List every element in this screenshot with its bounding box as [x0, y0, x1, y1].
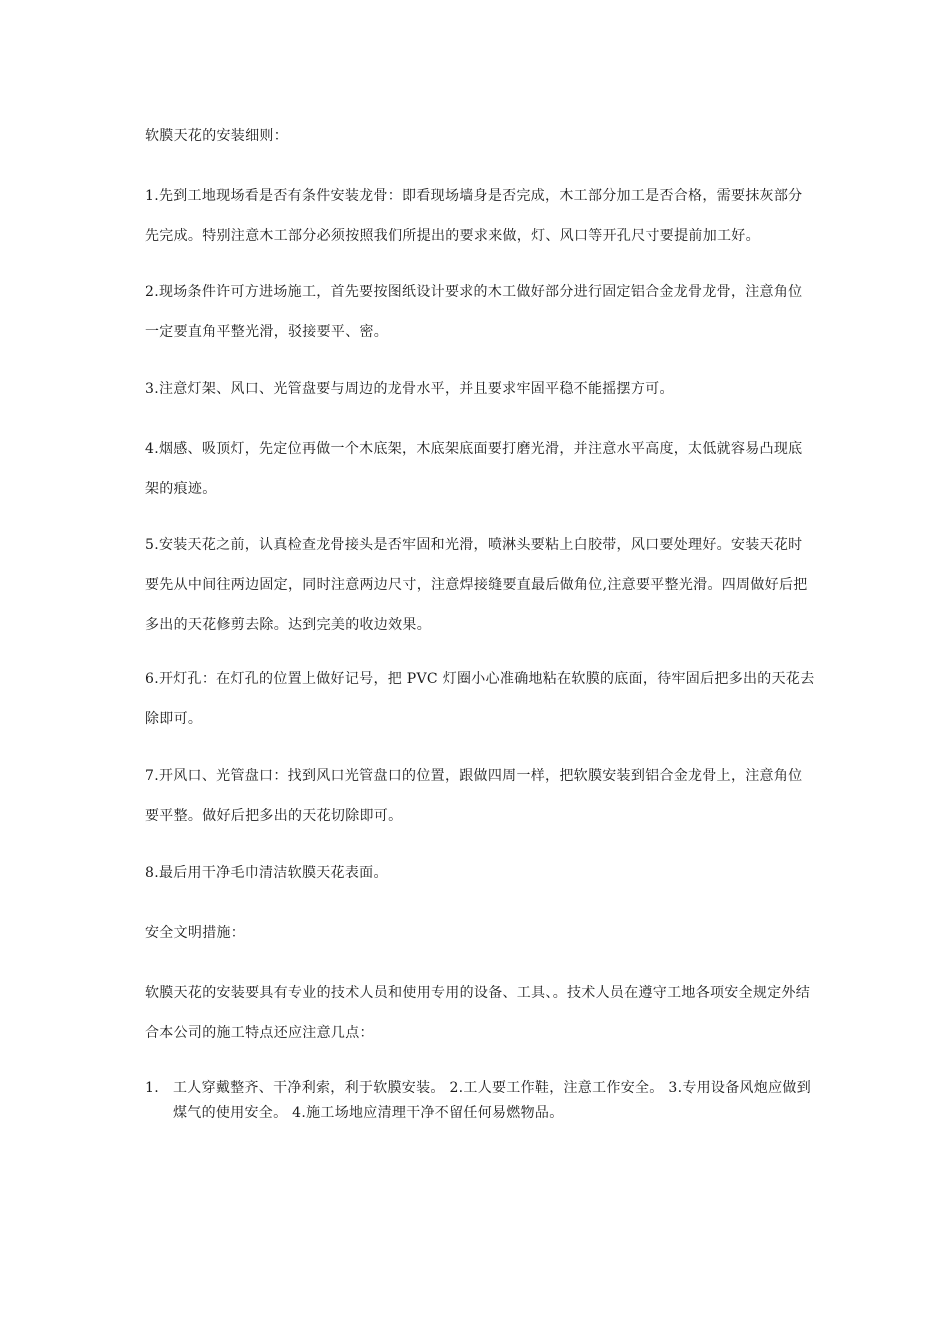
safety-heading: 安全文明措施：: [145, 925, 246, 941]
step-5-paragraph: 5.安装天花之前，认真检查龙骨接头是否牢固和光滑，喷淋头要粘上白胶带，风口要处理好。安装天花时要先从中间往两边固定，同时注意两边尺寸，注意焊接缝要直最后做角位,注意要平整光滑。四周做好后把多出的天花修剪去除。达到完美的收边效果。: [145, 537, 808, 633]
safety-list-item: [145, 1076, 815, 1126]
safety-intro-paragraph: 软膜天花的安装要具有专业的技术人员和使用专用的设备、工具、。技术人员在遵守工地各项安全规定外结合本公司的施工特点还应注意几点：: [145, 985, 811, 1041]
step-7-paragraph: 7.开风口、光管盘口：找到风口光管盘口的位置，跟做四周一样，把软膜安装到铝合金龙骨上，注意角位要平整。做好后把多出的天花切除即可。: [145, 768, 803, 824]
step-4-paragraph: 4.烟感、吸顶灯，先定位再做一个木底架，木底架底面要打磨光滑，并注意水平高度，太低就容易凸现底架的痕迹。: [145, 441, 803, 497]
safety-list-number: 1.: [145, 1080, 159, 1096]
step-3-paragraph: 3.注意灯架、风口、光管盘要与周边的龙骨水平，并且要求牢固平稳不能摇摆方可。: [145, 381, 674, 397]
step-6-paragraph: 6.开灯孔：在灯孔的位置上做好记号，把 PVC 灯圈小心准确地粘在软膜的底面，待牢固后把多出的天花去除即可。: [145, 671, 815, 727]
safety-list-text: 工人穿戴整齐、干净利索，利于软膜安装。 2.工人要工作鞋，注意工作安全。 3.专用设备风炮应做到煤气的使用安全。 4.施工场地应清理干净不留任何易燃物品。: [173, 1080, 812, 1121]
step-8-paragraph: 8.最后用干净毛巾清洁软膜天花表面。: [145, 865, 388, 881]
step-2-paragraph: 2.现场条件许可方进场施工，首先要按图纸设计要求的木工做好部分进行固定铝合金龙骨龙骨，注意角位一定要直角平整光滑，驳接要平、密。: [145, 284, 803, 340]
document-heading: 软膜天花的安装细则：: [145, 128, 288, 144]
step-1-paragraph: 1.先到工地现场看是否有条件安装龙骨：即看现场墙身是否完成，木工部分加工是否合格，需要抹灰部分先完成。特别注意木工部分必须按照我们所提出的要求来做，灯、风口等开孔尺寸要提前加工好。: [145, 188, 803, 244]
